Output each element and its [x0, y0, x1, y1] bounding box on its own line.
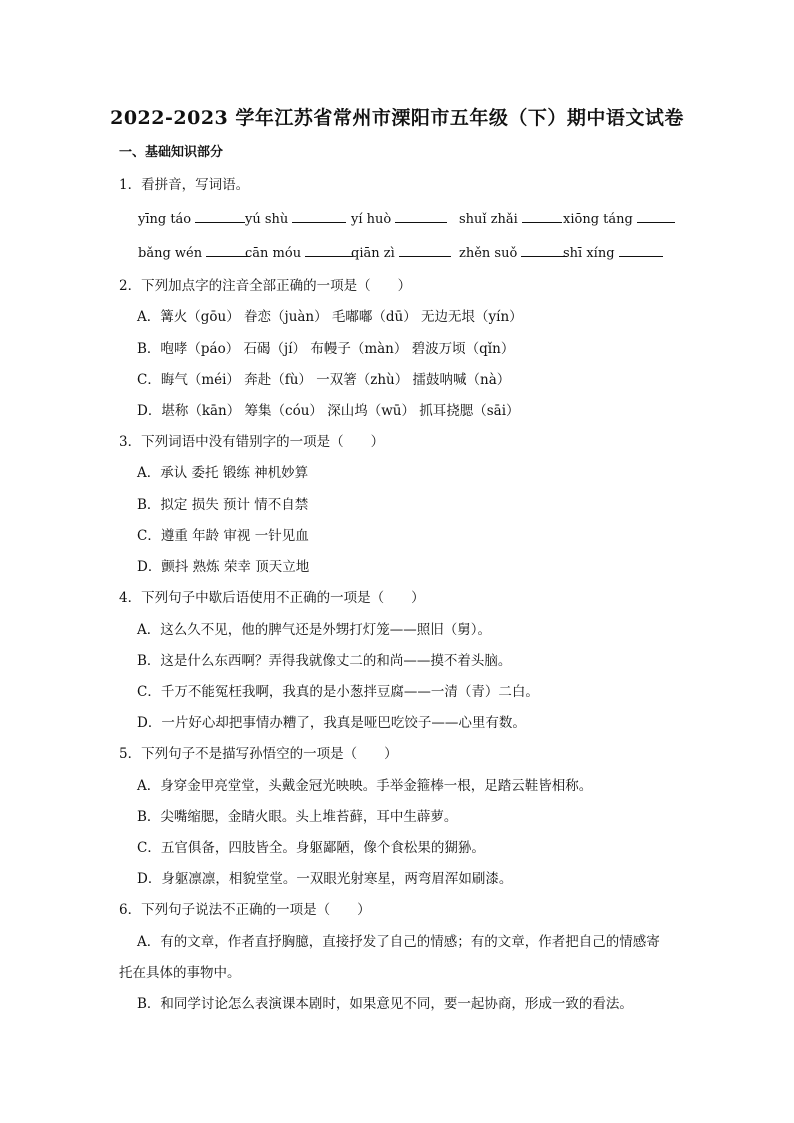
pinyin-text: shuǐ zhǎi: [459, 212, 518, 227]
page-title: 2022-2023 学年江苏省常州市溧阳市五年级（下）期中语文试卷: [110, 107, 684, 129]
pinyin-text: xiōng táng: [563, 212, 633, 227]
option-b[interactable]: B．这是什么东西啊？弄得我就像丈二的和尚——摸不着头脑。: [137, 653, 512, 669]
pinyin-text: yīng táo: [138, 212, 192, 227]
option-c[interactable]: C．遵重 年龄 审视 一针见血: [137, 528, 309, 544]
answer-blank[interactable]: [292, 209, 346, 223]
option-b[interactable]: B．和同学讨论怎么表演课本剧时，如果意见不同，要一起协商，形成一致的看法。: [137, 996, 633, 1012]
pinyin-item: [138, 209, 245, 230]
answer-blank[interactable]: [637, 209, 675, 223]
option-a[interactable]: A．有的文章，作者直抒胸臆，直接抒发了自己的情感；有的文章，作者把自己的情感寄: [137, 934, 660, 950]
pinyin-text: yú shù: [245, 212, 289, 227]
answer-blank[interactable]: [521, 243, 567, 257]
question-1-stem: 1．看拼音，写词语。: [119, 177, 250, 193]
answer-blank[interactable]: [619, 243, 663, 257]
pinyin-text: cān móu: [245, 246, 302, 261]
answer-blank[interactable]: [522, 209, 562, 223]
question-5-stem: 5．下列句子不是描写孙悟空的一项是（ ）: [119, 746, 398, 762]
option-d[interactable]: D．堪称（kān） 筹集（cóu） 深山坞（wū） 抓耳挠腮（sāi）: [137, 403, 520, 419]
option-a[interactable]: A．承认 委托 锻练 神机妙算: [137, 465, 309, 481]
option-c[interactable]: C．晦气（méi） 奔赴（fù） 一双箸（zhù） 擂鼓呐喊（nà）: [137, 372, 511, 388]
pinyin-item: [563, 209, 675, 230]
pinyin-item: [459, 209, 562, 230]
answer-blank[interactable]: [195, 209, 245, 223]
answer-blank[interactable]: [399, 243, 451, 257]
pinyin-item: [245, 243, 353, 264]
pinyin-text: zhěn suǒ: [459, 246, 518, 261]
answer-blank[interactable]: [395, 209, 447, 223]
option-a[interactable]: A．这么久不见，他的脾气还是外甥打灯笼——照旧（舅）。: [137, 622, 491, 638]
answer-blank[interactable]: [206, 243, 250, 257]
question-4-stem: 4．下列句子中歇后语使用不正确的一项是（ ）: [119, 590, 425, 606]
pinyin-text: bǎng wén: [138, 246, 203, 261]
pinyin-text: qiān zì: [351, 246, 395, 261]
option-d[interactable]: D．一片好心却把事情办糟了，我真是哑巴吃饺子——心里有数。: [137, 715, 526, 731]
pinyin-item: [351, 243, 451, 264]
option-b[interactable]: B．尖嘴缩腮，金睛火眼。头上堆苔藓，耳中生薜萝。: [137, 809, 458, 825]
option-a-continued[interactable]: 托在具体的事物中。: [119, 965, 241, 981]
option-a[interactable]: A．身穿金甲亮堂堂，头戴金冠光映映。手举金箍棒一根，足踏云鞋皆相称。: [137, 778, 593, 794]
pinyin-item: [563, 243, 663, 264]
section-heading: 一、基础知识部分: [119, 145, 224, 160]
option-d[interactable]: D．颤抖 熟炼 荣幸 顶天立地: [137, 559, 310, 575]
pinyin-text: shī xíng: [563, 246, 615, 261]
option-b[interactable]: B．拟定 损失 预计 情不自禁: [137, 497, 309, 513]
pinyin-text: yí huò: [351, 212, 392, 227]
option-b[interactable]: B．咆哮（páo） 石碣（jí） 布幔子（màn） 碧波万顷（qǐn）: [137, 341, 515, 357]
question-6-stem: 6．下列句子说法不正确的一项是（ ）: [119, 902, 371, 918]
pinyin-item: [459, 243, 567, 264]
pinyin-item: [351, 209, 447, 230]
question-3-stem: 3．下列词语中没有错别字的一项是（ ）: [119, 434, 385, 450]
question-2-stem: 2．下列加点字的注音全部正确的一项是（ ）: [119, 278, 412, 294]
answer-blank[interactable]: [305, 243, 353, 257]
pinyin-item: [138, 243, 250, 264]
option-d[interactable]: D．身躯凛凛，相貌堂堂。一双眼光射寒星，两弯眉浑如刷漆。: [137, 871, 513, 887]
option-c[interactable]: C．五官俱备，四肢皆全。身躯鄙陋，像个食松果的猢狲。: [137, 840, 485, 856]
pinyin-item: [245, 209, 346, 230]
option-c[interactable]: C．千万不能冤枉我啊，我真的是小葱拌豆腐——一清（青）二白。: [137, 684, 539, 700]
option-a[interactable]: A．篝火（gōu） 眷恋（juàn） 毛嘟嘟（dū） 无边无垠（yín）: [137, 309, 523, 325]
